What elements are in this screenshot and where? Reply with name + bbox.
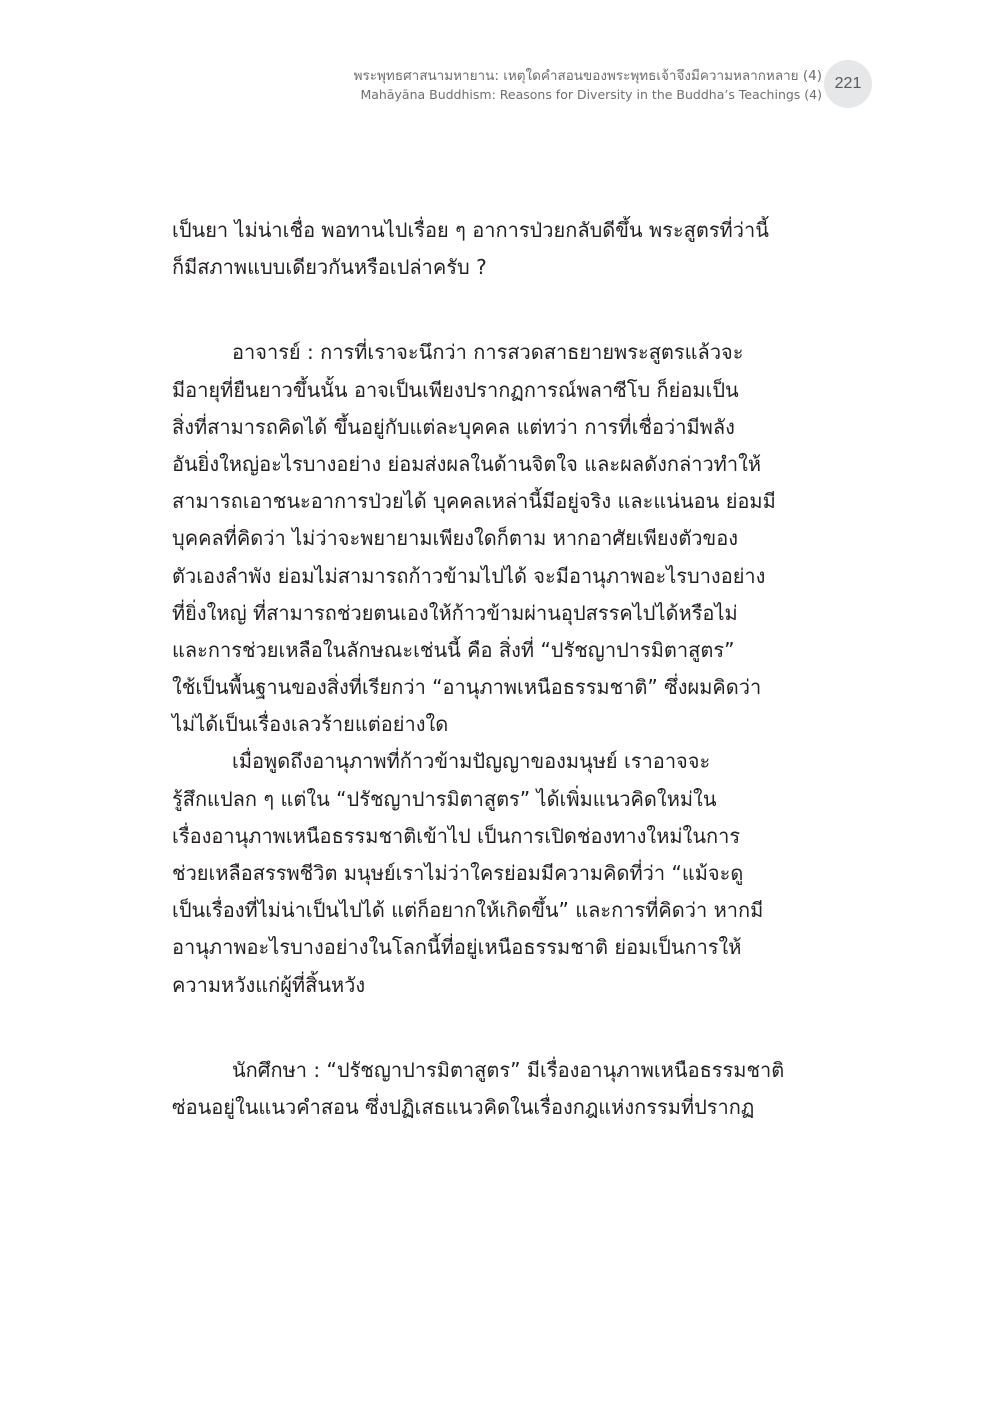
text-line: นักศึกษา : “ปรัชญาปารมิตาสูตร” มีเรื่องอานุภาพเหนือธรรมชาติ	[232, 1057, 785, 1082]
paragraph-supernatural-power	[172, 743, 862, 1003]
running-header-title-thai: พระพุทธศาสนามหายาน: เหตุใดคำสอนของพระพุทธเจ้าจึงมีความหลากหลาย (4)	[353, 68, 822, 84]
text-line: ตัวเองลำพัง ย่อมไม่สามารถก้าวข้ามไปได้ จะมีอานุภาพอะไรบางอย่าง	[172, 563, 766, 588]
text-line: อาจารย์ : การที่เราจะนึกว่า การสวดสาธยายพระสูตรแล้วจะ	[232, 340, 744, 365]
text-line: มีอายุที่ยืนยาวขึ้นนั้น อาจเป็นเพียงปรากฏการณ์พลาซีโบ ก็ย่อมเป็น	[172, 377, 739, 402]
page-number-badge: 221	[824, 60, 872, 108]
paragraph-gap	[172, 1004, 862, 1052]
text-line: ความหวังแก่ผู้ที่สิ้นหวัง	[172, 972, 366, 997]
text-line: บุคคลที่คิดว่า ไม่ว่าจะพยายามเพียงใดก็ตาม หากอาศัยเพียงตัวของ	[172, 526, 738, 551]
text-line: สามารถเอาชนะอาการป่วยได้ บุคคลเหล่านี้มีอยู่จริง และแน่นอน ย่อมมี	[172, 489, 776, 514]
paragraph-student-question	[172, 212, 862, 286]
text-line: เป็นเรื่องที่ไม่น่าเป็นไปได้ แต่ก็อยากให้เกิดขึ้น” และการที่คิดว่า หากมี	[172, 898, 764, 923]
running-header-title-english: Mahāyāna Buddhism: Reasons for Diversity in the Buddha’s Teachings (4)	[360, 87, 822, 102]
text-line: ช่วยเหลือสรรพชีวิต มนุษย์เราไม่ว่าใครย่อมมีความคิดที่ว่า “แม้จะดู	[172, 861, 744, 885]
paragraph-teacher-answer	[172, 334, 862, 743]
text-line: ก็มีสภาพแบบเดียวกันหรือเปล่าครับ ?	[172, 255, 487, 280]
paragraph-gap	[172, 286, 862, 334]
main-text	[172, 212, 862, 1126]
text-line: รู้สึกแปลก ๆ แต่ใน “ปรัชญาปารมิตาสูตร” ได้เพิ่มแนวคิดใหม่ใน	[172, 786, 717, 811]
text-line: ไม่ได้เป็นเรื่องเลวร้ายแต่อย่างใด	[172, 712, 449, 737]
running-header	[354, 66, 822, 104]
text-line: และการช่วยเหลือในลักษณะเช่นนี้ คือ สิ่งที่ “ปรัชญาปารมิตาสูตร”	[172, 637, 735, 662]
text-line: ซ่อนอยู่ในแนวคำสอน ซึ่งปฏิเสธแนวคิดในเรื่องกฎแห่งกรรมที่ปรากฏ	[172, 1094, 755, 1119]
paragraph-student-second-question	[172, 1052, 862, 1126]
text-line: เป็นยา ไม่น่าเชื่อ พอทานไปเรื่อย ๆ อาการป่วยกลับดีขึ้น พระสูตรที่ว่านี้	[172, 218, 769, 242]
text-line: เรื่องอานุภาพเหนือธรรมชาติเข้าไป เป็นการเปิดช่องทางใหม่ในการ	[172, 823, 741, 848]
text-line: สิ่งที่สามารถคิดได้ ขึ้นอยู่กับแต่ละบุคคล แต่ทว่า การที่เชื่อว่ามีพลัง	[172, 414, 735, 439]
text-line: เมื่อพูดถึงอานุภาพที่ก้าวข้ามปัญญาของมนุษย์ เราอาจจะ	[232, 749, 711, 774]
text-line: อันยิ่งใหญ่อะไรบางอย่าง ย่อมส่งผลในด้านจิตใจ และผลดังกล่าวทำให้	[172, 451, 762, 476]
text-line: ที่ยิ่งใหญ่ ที่สามารถช่วยตนเองให้ก้าวข้ามผ่านอุปสรรคไปได้หรือไม่	[172, 600, 738, 625]
text-line: ใช้เป็นพื้นฐานของสิ่งที่เรียกว่า “อานุภาพเหนือธรรมชาติ” ซึ่งผมคิดว่า	[172, 675, 762, 700]
text-line: อานุภาพอะไรบางอย่างในโลกนี้ที่อยู่เหนือธรรมชาติ ย่อมเป็นการให้	[172, 935, 742, 960]
